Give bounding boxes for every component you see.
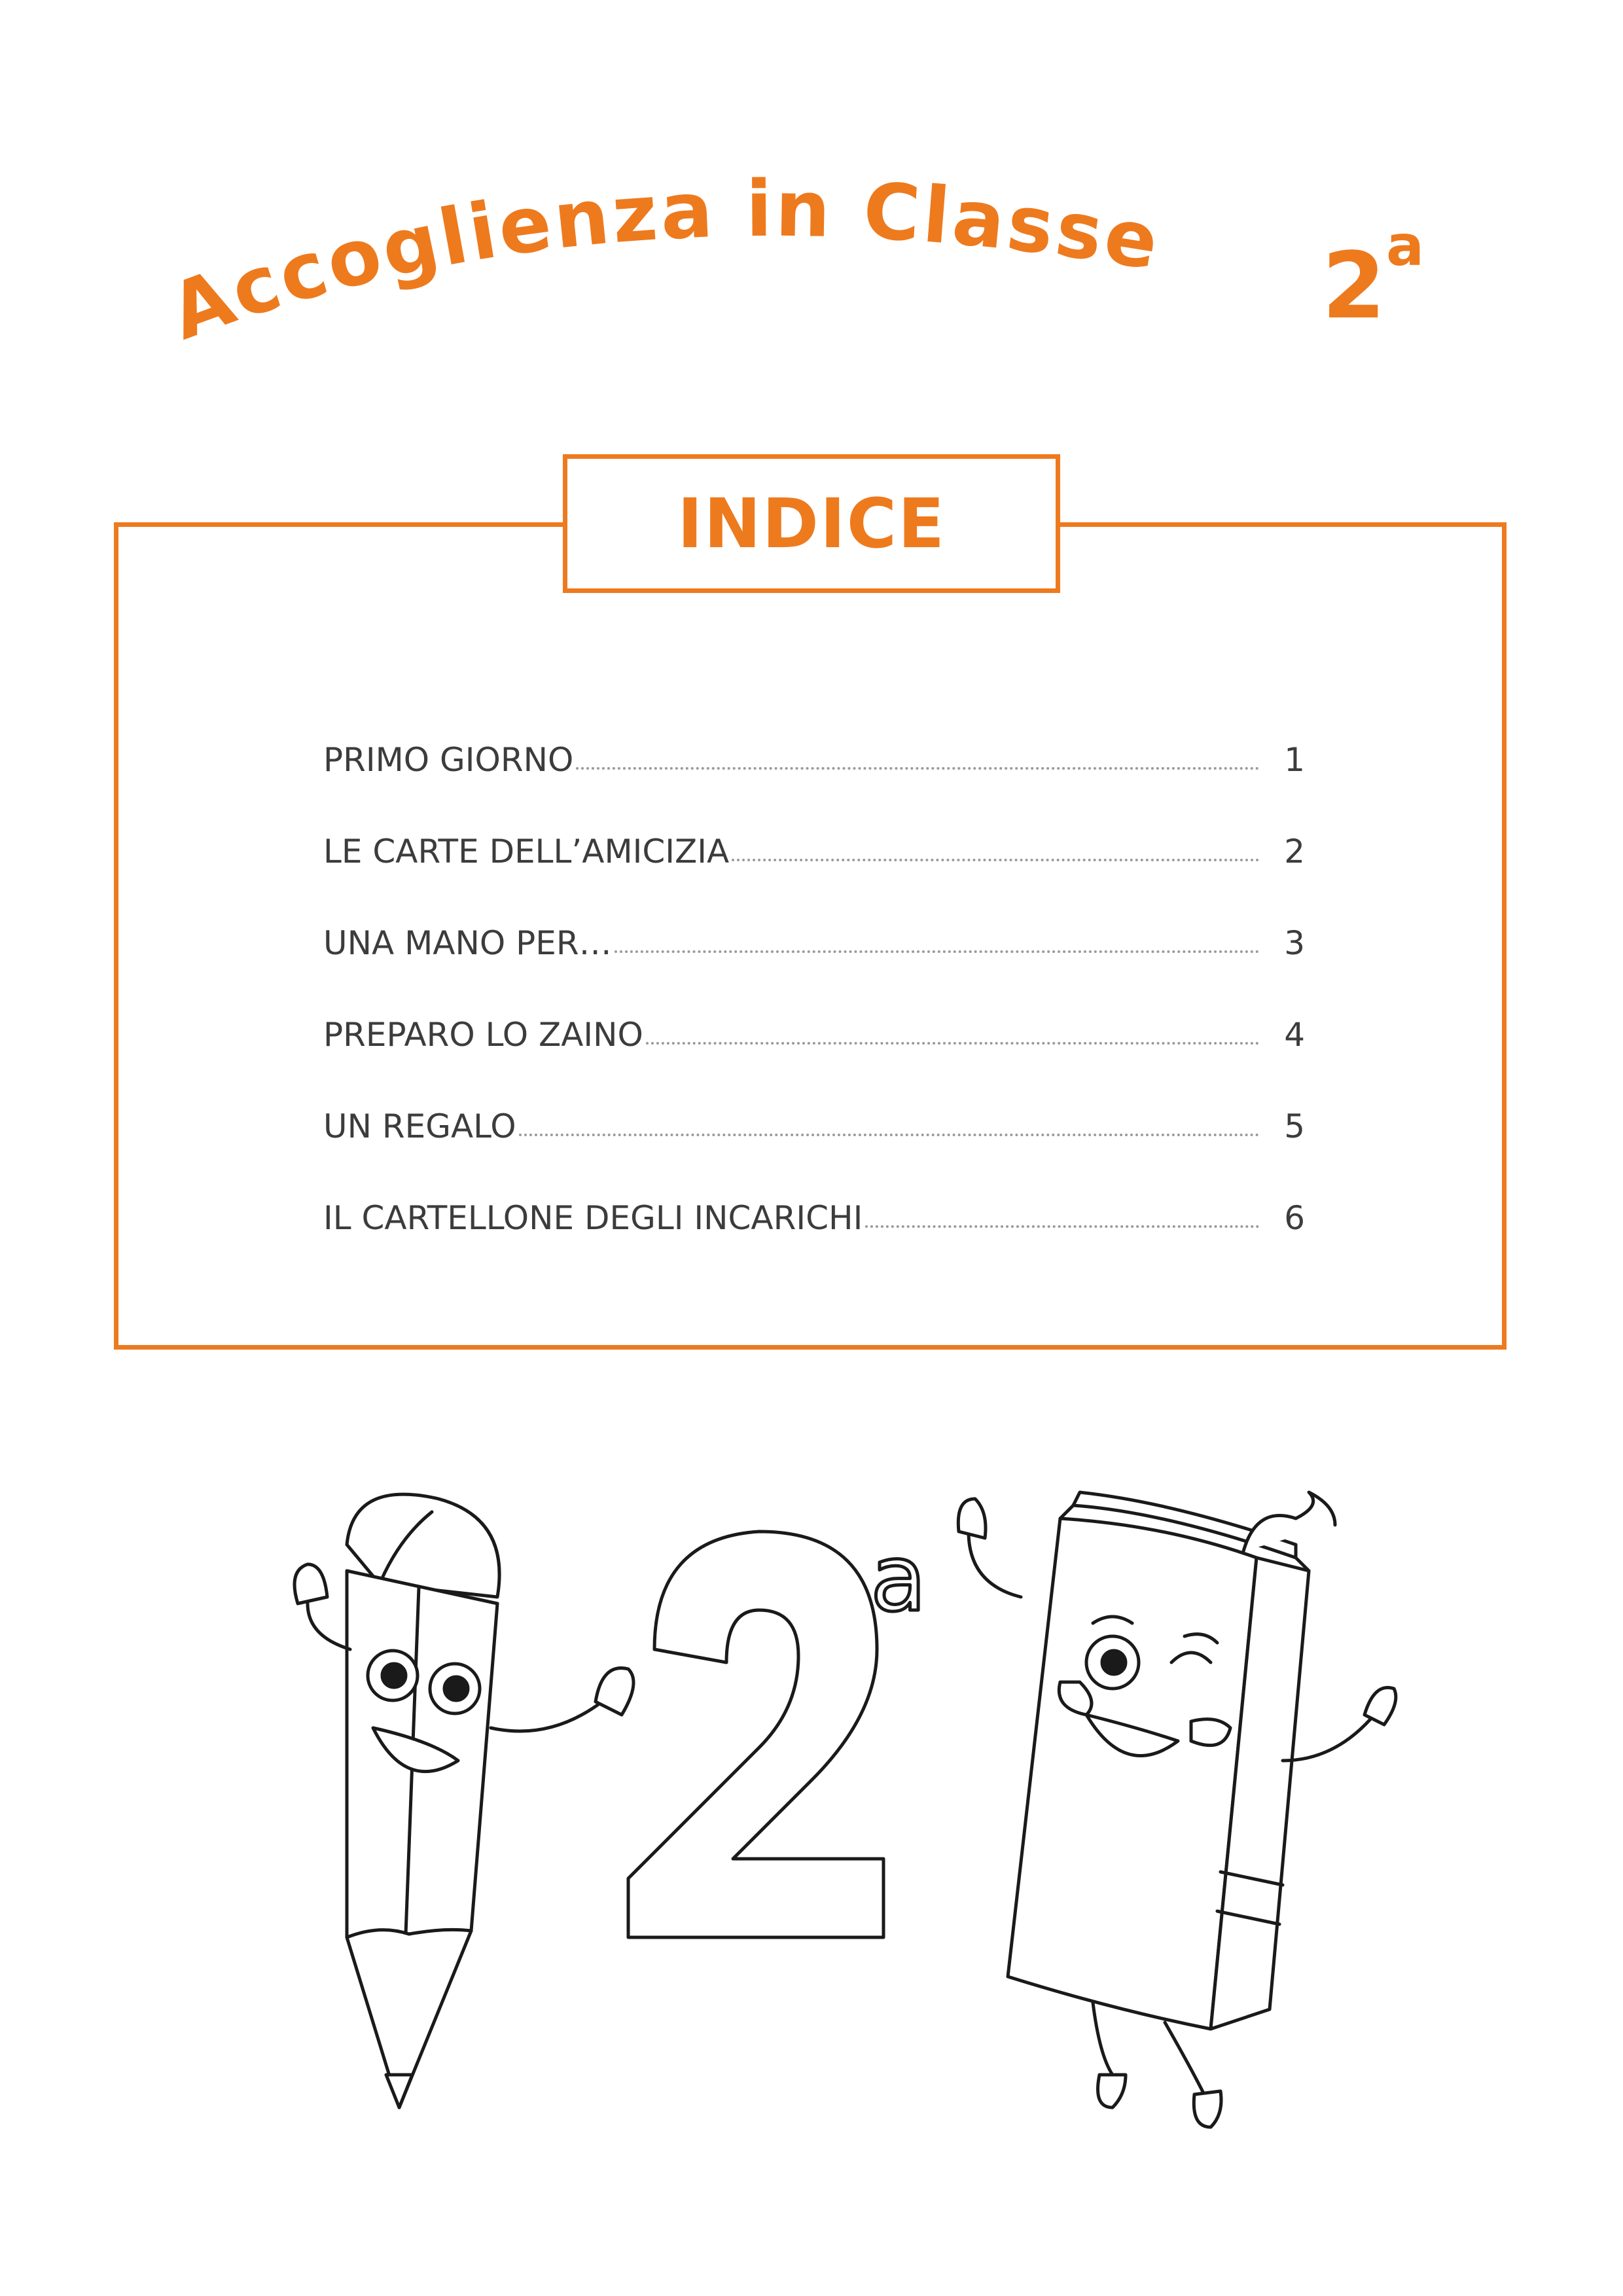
toc-entry-page: 5	[1284, 1107, 1305, 1145]
big-number-two	[628, 1526, 927, 1937]
toc-leader-dots	[646, 1042, 1259, 1045]
toc-leader-dots	[519, 1134, 1259, 1136]
title-grade-suffix: a	[1386, 213, 1425, 279]
toc-entry-page: 1	[1284, 741, 1305, 779]
toc-entry-page: 2	[1284, 833, 1305, 870]
big-number-suffix: a	[870, 1526, 927, 1632]
toc-leader-dots	[865, 1225, 1259, 1228]
svg-text:Accoglienza in Classe	[158, 164, 1167, 357]
toc-entry[interactable]	[323, 962, 1305, 1054]
toc-entry[interactable]	[323, 687, 1305, 779]
toc-leader-dots	[615, 950, 1259, 953]
title-text: Accoglienza in Classe	[158, 163, 1168, 357]
index-heading: INDICE	[677, 484, 946, 564]
toc-entry-label: UN REGALO	[323, 1107, 516, 1145]
toc-entry-label: PRIMO GIORNO	[323, 741, 574, 779]
toc-entry-label: IL CARTELLONE DEGLI INCARICHI	[323, 1199, 863, 1237]
toc-leader-dots	[576, 767, 1259, 770]
toc-leader-dots	[732, 859, 1259, 861]
table-of-contents	[323, 687, 1305, 1237]
toc-entry-label: PREPARO LO ZAINO	[323, 1016, 643, 1054]
toc-entry-page: 3	[1284, 924, 1305, 962]
pencil-character	[294, 1494, 633, 2108]
index-heading-box	[563, 454, 1060, 593]
title-grade-number: 2	[1322, 233, 1386, 340]
coloring-illustration	[183, 1466, 1466, 2160]
toc-entry[interactable]	[323, 1145, 1305, 1237]
toc-entry-label: LE CARTE DELL’AMICIZIA	[323, 833, 730, 870]
toc-entry-page: 6	[1284, 1199, 1305, 1237]
toc-entry-page: 4	[1284, 1016, 1305, 1054]
book-character	[958, 1492, 1396, 2127]
page-title	[0, 131, 1623, 393]
toc-entry-label: UNA MANO PER…	[323, 924, 612, 962]
toc-entry[interactable]	[323, 779, 1305, 870]
toc-entry[interactable]	[323, 870, 1305, 962]
toc-entry[interactable]	[323, 1054, 1305, 1145]
